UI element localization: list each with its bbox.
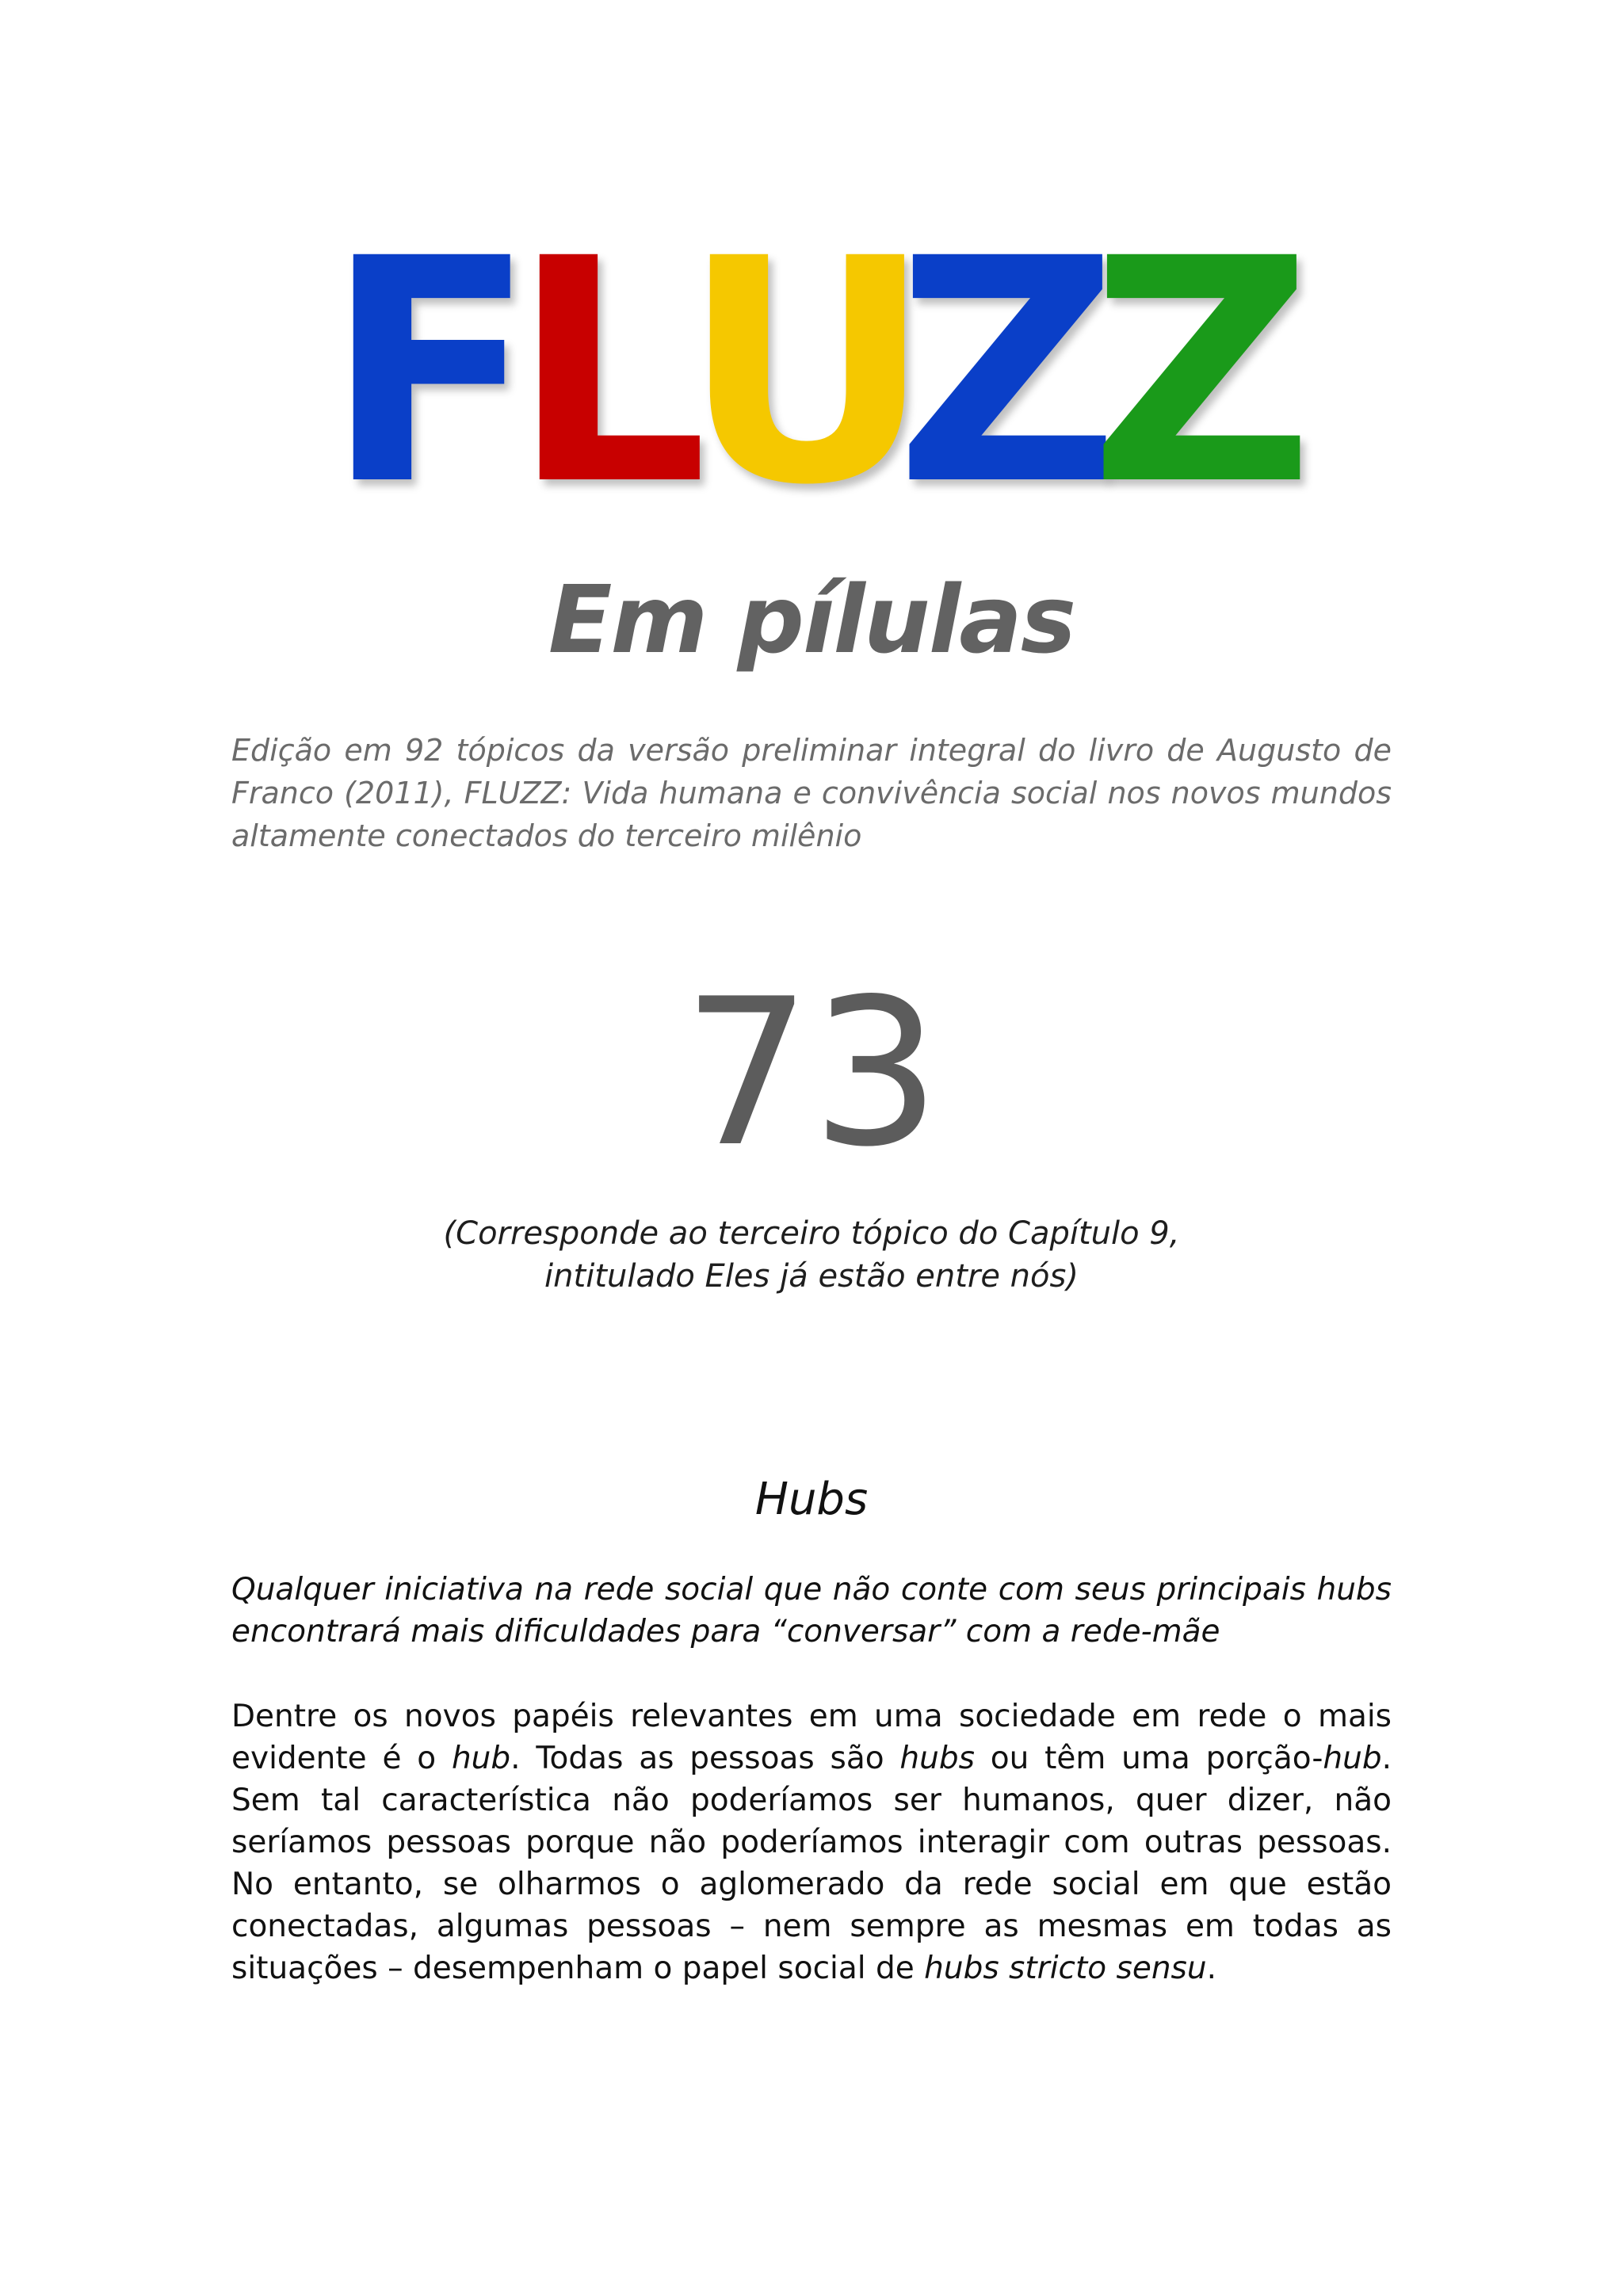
- body-text-segment: . Todas as pessoas são: [510, 1741, 900, 1776]
- logo-letter-l: L: [511, 193, 708, 552]
- body-emphasis-hubs: hubs: [899, 1741, 975, 1776]
- logo-letter-u: U: [682, 193, 933, 552]
- logo-letter-z1: Z: [896, 193, 1120, 552]
- chapter-reference: [0, 1212, 1623, 1298]
- edition-description: Edição em 92 tópicos da versão preliminar integral do livro de Augusto de Franco (2011), FLUZZ: Vida humana e convivência social nos novos mundos altamente conectados do terceiro milênio: [231, 733, 1392, 853]
- body-text-segment: . Sem tal característica não poderíamos ser humanos, quer dizer, não seríamos pessoas porque não poderíamos interagir com outras pessoas. No entanto, se olharmos o aglomerado da rede social em que estão conectadas, algumas pessoas – nem sempre as mesmas em todas as situações – desempenham o papel social de: [231, 1741, 1392, 1986]
- logo-letter-f: F: [325, 193, 537, 552]
- body-emphasis-hubs-stricto-sensu: hubs stricto sensu: [924, 1951, 1207, 1986]
- series-subtitle: Em pílulas: [548, 565, 1075, 674]
- body-emphasis-hub: hub: [1323, 1741, 1382, 1776]
- body-text-segment: ou têm uma porção-: [974, 1741, 1323, 1776]
- body-emphasis-hub: hub: [451, 1741, 511, 1776]
- body-text-segment: Dentre os novos papéis relevantes em uma sociedade em rede o mais evidente é o: [231, 1699, 1392, 1776]
- chapter-reference-line-2: intitulado Eles já estão entre nós): [544, 1258, 1079, 1295]
- logo-letter-z2: Z: [1090, 193, 1314, 552]
- topic-title: Hubs: [754, 1474, 869, 1525]
- fluzz-logo: [325, 193, 1314, 552]
- lead-paragraph: Qualquer iniciativa na rede social que não conte com seus principais hubs encontrará mais dificuldades para “conversar” com a rede-mãe: [231, 1572, 1392, 1650]
- chapter-reference-line-1: (Corresponde ao terceiro tópico do Capítulo 9,: [443, 1215, 1180, 1252]
- body-text-segment: .: [1206, 1951, 1216, 1986]
- body-paragraph: [231, 1695, 1392, 1989]
- topic-number: 73: [682, 955, 941, 1192]
